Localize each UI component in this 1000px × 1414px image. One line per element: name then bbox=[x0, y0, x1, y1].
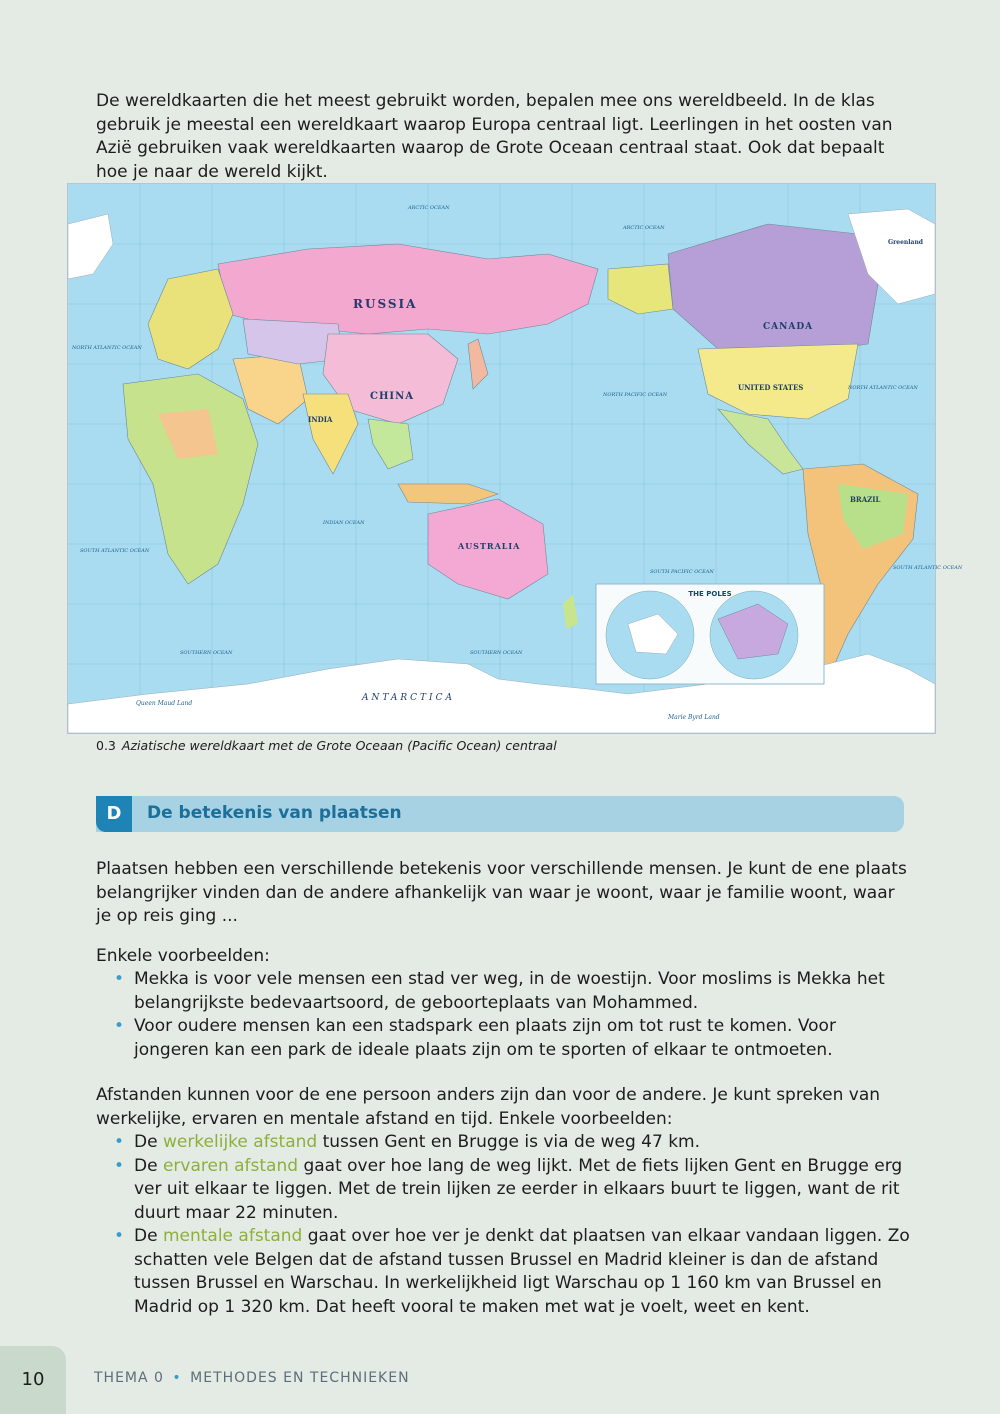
section-title: De betekenis van plaatsen bbox=[147, 803, 402, 823]
intro-paragraph: De wereldkaarten die het meest gebruikt worden, bepalen mee ons wereldbeeld. In de klas gebruik je meestal een wereldkaart waarop Europa centraal ligt. Leerlingen in het oosten van Azië gebruiken vaak wereldkaarten waarop de Grote Oceaan centraal staat. Ook dat bepaalt hoe je naar de wereld kijkt. bbox=[96, 91, 893, 182]
footer-dot: • bbox=[172, 1370, 182, 1386]
item-text: tussen Gent en Brugge is via de weg 47 km. bbox=[317, 1132, 701, 1152]
distances-list bbox=[112, 1131, 912, 1319]
label-china: CHINA bbox=[370, 391, 414, 402]
list-item: • Mekka is voor vele mensen een stad ver weg, in de woestijn. Voor moslims is Mekka het belangrijkste bedevaartsoord, de geboorteplaats van Mohammed. bbox=[112, 968, 912, 1015]
label-indian-ocean: INDIAN OCEAN bbox=[323, 520, 365, 526]
item-prefix: De bbox=[134, 1226, 163, 1246]
label-canada: CANADA bbox=[763, 322, 814, 332]
figure-caption bbox=[96, 738, 557, 753]
page-number: 10 bbox=[21, 1369, 45, 1390]
list-item bbox=[112, 1155, 912, 1226]
caption-text: Aziatische wereldkaart met de Grote Oceaan (Pacific Ocean) centraal bbox=[121, 738, 557, 753]
label-arctic-ocean-1: ARCTIC OCEAN bbox=[408, 205, 450, 211]
label-antarctica: ANTARCTICA bbox=[362, 693, 455, 703]
label-australia: AUSTRALIA bbox=[458, 541, 521, 551]
label-marie-byrd-land: Marie Byrd Land bbox=[668, 714, 720, 721]
list-item bbox=[112, 1131, 912, 1155]
term-mental-distance: mentale afstand bbox=[162, 1226, 303, 1246]
label-north-pacific: NORTH PACIFIC OCEAN bbox=[603, 392, 668, 398]
label-india: INDIA bbox=[308, 415, 333, 424]
label-south-pacific: SOUTH PACIFIC OCEAN bbox=[650, 569, 714, 575]
caption-number: 0.3 bbox=[96, 738, 116, 753]
item-text: gaat over hoe ver je denkt dat plaatsen van elkaar vandaan liggen. Zo schatten vele Belgen dat de afstand tussen Brussel en Madrid kleiner is dan de afstand tussen Brussel en Warschau. In werkelijkheid ligt Warschau op 1 160 km van Brussel en Madrid op 1 320 km. Dat heeft vooral te maken met wat je voelt, weet en kent. bbox=[134, 1226, 910, 1317]
list-item: • Voor oudere mensen kan een stadspark een plaats zijn om tot rust te komen. Voor jongeren kan een park de ideale plaats zijn om te sporten of elkaar te ontmoeten. bbox=[112, 1015, 912, 1062]
label-south-atlantic-e: SOUTH ATLANTIC OCEAN bbox=[893, 565, 963, 571]
world-map bbox=[67, 183, 963, 734]
label-greenland: Greenland bbox=[888, 239, 924, 246]
examples-intro: Enkele voorbeelden: bbox=[96, 946, 270, 966]
poles-label: THE POLES bbox=[688, 590, 732, 598]
term-real-distance: werkelijke afstand bbox=[162, 1132, 318, 1152]
label-north-atlantic-w: NORTH ATLANTIC OCEAN bbox=[72, 345, 142, 351]
footer-running-title bbox=[94, 1370, 410, 1386]
label-southern-ocean-w: SOUTHERN OCEAN bbox=[180, 650, 233, 656]
world-map-graphic bbox=[68, 184, 963, 733]
footer-theme-number: 0 bbox=[154, 1370, 164, 1386]
footer-theme-word: THEMA bbox=[94, 1370, 149, 1386]
list-item bbox=[112, 1225, 912, 1319]
label-usa: UNITED STATES bbox=[738, 383, 804, 392]
label-southern-ocean-e: SOUTHERN OCEAN bbox=[470, 650, 523, 656]
footer-title: METHODES EN TECHNIEKEN bbox=[190, 1370, 410, 1386]
item-prefix: De bbox=[134, 1155, 163, 1176]
label-arctic-ocean-2: ARCTIC OCEAN bbox=[623, 225, 665, 231]
section-letter-badge: D bbox=[96, 796, 132, 832]
label-south-atlantic-w: SOUTH ATLANTIC OCEAN bbox=[80, 548, 150, 554]
paragraph-distances: Afstanden kunnen voor de ene persoon anders zijn dan voor de andere. Je kunt spreken van werkelijke, ervaren en mentale afstand en tijd. Enkele voorbeelden: bbox=[96, 1085, 881, 1129]
item-prefix: De bbox=[134, 1132, 163, 1152]
label-russia: RUSSIA bbox=[353, 297, 418, 311]
label-brazil: BRAZIL bbox=[850, 495, 881, 504]
label-north-atlantic-e: NORTH ATLANTIC OCEAN bbox=[848, 385, 918, 391]
item-text: gaat over hoe lang de weg lijkt. Met de fiets lijken Gent en Brugge erg ver uit elkaar te liggen. Met de trein lijken ze eerder in elkaars buurt te liggen, want de rit duurt maar 22 minuten. bbox=[134, 1155, 903, 1223]
paragraph-places: Plaatsen hebben een verschillende betekenis voor verschillende mensen. Je kunt de ene plaats belangrijker vinden dan de andere afhankelijk van waar je woont, waar je familie woont, waar je op reis ging ... bbox=[96, 859, 907, 926]
examples-list bbox=[112, 968, 912, 1062]
term-experienced-distance: ervaren afstand bbox=[162, 1155, 299, 1176]
label-queen-maud-land: Queen Maud Land bbox=[136, 700, 193, 707]
